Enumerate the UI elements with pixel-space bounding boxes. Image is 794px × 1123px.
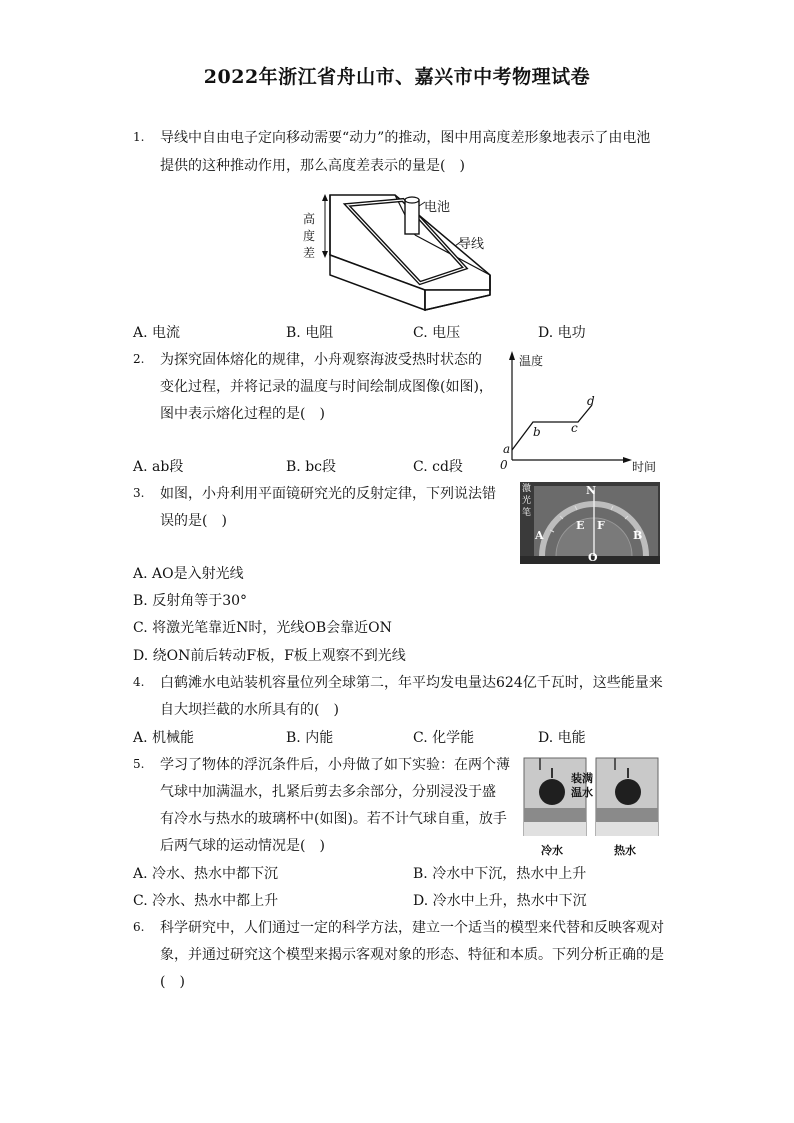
option-a: A. 机械能 (133, 730, 195, 746)
question-text: ( ) (160, 974, 185, 990)
option-b: B. 冷水中下沉，热水中上升 (413, 866, 587, 882)
hot-water-label: 热水 (614, 844, 636, 857)
wire-label: 导线 (458, 237, 485, 252)
point-a-label: a (503, 442, 511, 456)
laser-pen-label-3: 笔 (522, 508, 532, 518)
height-label-3: 差 (303, 246, 316, 260)
option-d: D. 冷水中上升，热水中下沉 (413, 893, 587, 909)
question-text: 有冷水与热水的玻璃杯中(如图)。若不计气球自重，放手 (160, 811, 507, 827)
question-text: 学习了物体的浮沉条件后，小舟做了如下实验：在两个薄 (160, 757, 510, 773)
option-d: D. 电功 (538, 325, 586, 341)
question-text: 白鹤滩水电站装机容量位列全球第二，年平均发电量达624亿千瓦时，这些能量来 (160, 675, 663, 691)
page-title: 2022年浙江省舟山市、嘉兴市中考物理试卷 (203, 66, 591, 88)
option-d: D. 电能 (538, 730, 586, 746)
question-number: 2. (133, 352, 145, 366)
question-text: 导线中自由电子定向移动需要“动力”的推动，图中用高度差形象地表示了由电池 (160, 130, 651, 146)
letter-a: A (535, 529, 544, 542)
question-number: 3. (133, 486, 145, 500)
option-b: B. 电阻 (286, 325, 334, 341)
point-c-label: c (571, 421, 578, 435)
question-text: 提供的这种推动作用，那么高度差表示的量是( ) (160, 158, 465, 174)
laser-pen-label-1: 激 (522, 484, 532, 494)
option-b: B. 反射角等于30° (133, 593, 248, 609)
question-text: 变化过程，并将记录的温度与时间绘制成图像(如图)， (160, 379, 493, 395)
letter-n: N (586, 484, 597, 497)
option-d: D. 绕ON前后转动F板，F板上观察不到光线 (133, 648, 406, 664)
x-axis-label: 时间 (632, 460, 657, 474)
question-text: 图中表示熔化过程的是( ) (160, 406, 325, 422)
question-text: 为探究固体熔化的规律，小舟观察海波受热时状态的 (160, 352, 482, 368)
option-c: C. cd段 (413, 459, 463, 475)
laser-pen-label-2: 光 (522, 496, 532, 506)
option-c: C. 冷水、热水中都上升 (133, 893, 279, 909)
point-d-label: d (587, 394, 595, 408)
option-a: A. 电流 (133, 325, 181, 341)
battery-label: 电池 (424, 200, 451, 215)
point-b-label: b (533, 425, 541, 439)
question-text: 象，并通过研究这个模型来揭示客观对象的形态、特征和本质。下列分析正确的是 (160, 947, 664, 963)
option-a: A. 冷水、热水中都下沉 (133, 866, 279, 882)
option-a: A. ab段 (133, 459, 184, 475)
option-b: B. 内能 (286, 730, 334, 746)
option-c: C. 将激光笔靠近N时，光线OB会靠近ON (133, 620, 392, 636)
question-number: 5. (133, 757, 145, 771)
temperature-time-graph (495, 348, 635, 468)
question-text: 气球中加满温水，扎紧后剪去多余部分，分别浸没于盛 (160, 784, 496, 800)
cold-water-label: 冷水 (541, 844, 563, 857)
question-number: 1. (133, 130, 145, 144)
y-axis-label: 温度 (519, 354, 544, 368)
letter-o: O (588, 551, 598, 564)
note-label-1: 装满 (571, 772, 593, 785)
question-number: 4. (133, 675, 145, 689)
question-text: 科学研究中，人们通过一定的科学方法，建立一个适当的模型来代替和反映客观对 (160, 920, 664, 936)
option-a: A. AO是入射光线 (133, 566, 244, 582)
question-number: 6. (133, 920, 145, 934)
question-text: 后两气球的运动情况是( ) (160, 838, 325, 854)
height-label-1: 高 (303, 212, 316, 226)
question-text: 自大坝拦截的水所具有的( ) (160, 702, 339, 718)
option-c: C. 电压 (413, 325, 461, 341)
origin-label: 0 (500, 458, 508, 472)
option-b: B. bc段 (286, 459, 336, 475)
height-label-2: 度 (303, 229, 316, 243)
letter-e: E (576, 519, 585, 532)
question-text: 如图，小舟利用平面镜研究光的反射定律，下列说法错 (160, 486, 496, 502)
question-text: 误的是( ) (160, 513, 227, 529)
option-c: C. 化学能 (413, 730, 475, 746)
letter-b: B (633, 529, 643, 542)
letter-f: F (597, 519, 605, 532)
note-label-2: 温水 (571, 786, 593, 799)
